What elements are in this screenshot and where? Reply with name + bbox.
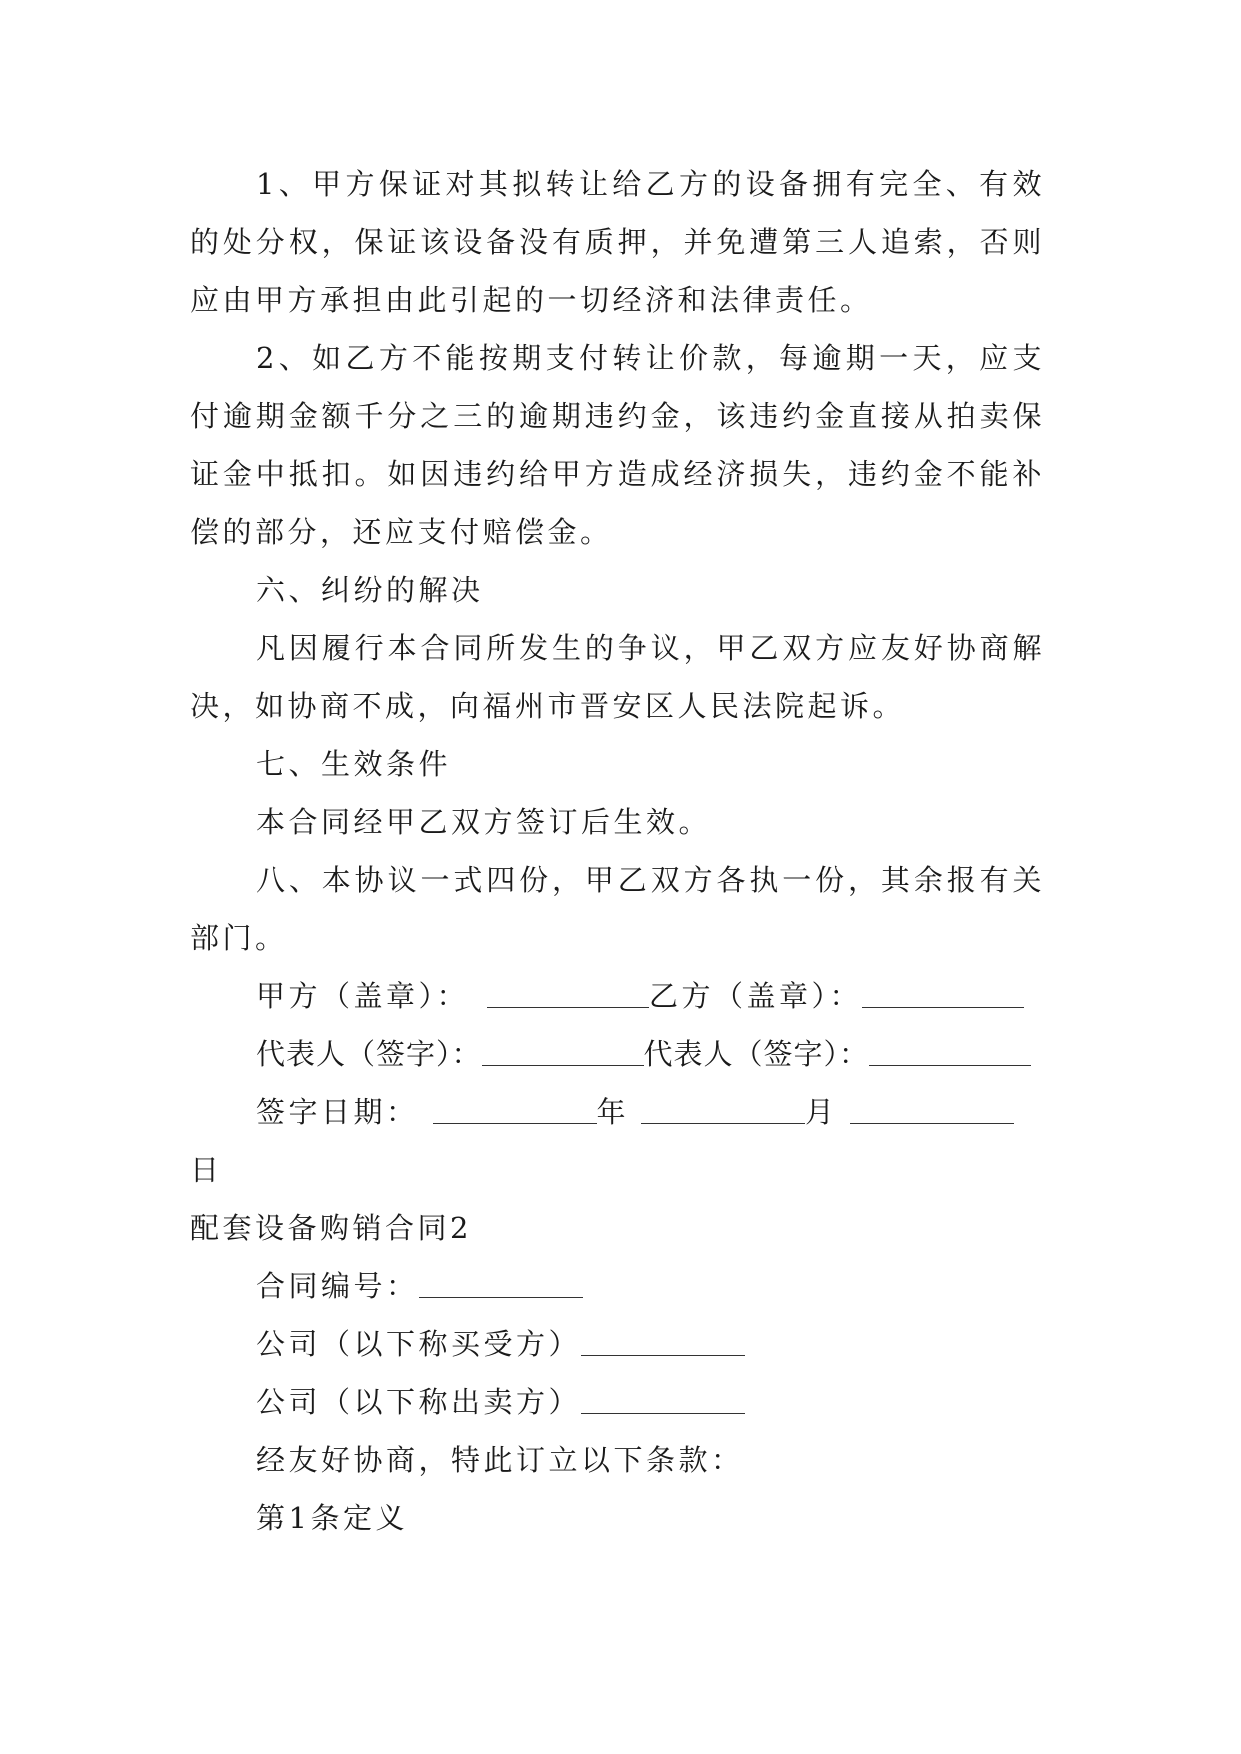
- party-b-seal-label: 乙方（盖章）：: [649, 979, 863, 1013]
- seller-blank[interactable]: [581, 1383, 745, 1414]
- sign-date-row: [190, 1083, 1045, 1141]
- month-blank[interactable]: [641, 1093, 805, 1124]
- rep-b-label: 代表人（签字）：: [643, 1037, 870, 1071]
- section-6-line-1: 凡因履行本合同所发生的争议，甲乙双方应友好协商解: [256, 631, 1045, 665]
- contract-number-label: 合同编号：: [256, 1269, 419, 1303]
- party-a-seal-label: 甲方（盖章）：: [256, 979, 470, 1013]
- day-blank[interactable]: [850, 1093, 1014, 1124]
- buyer-label: 公司（以下称买受方）: [256, 1327, 582, 1361]
- clause-5-2-line-3: 证金中抵扣。如因违约给甲方造成经济损失，违约金不能补: [190, 457, 1045, 491]
- day-label: 日: [190, 1153, 223, 1187]
- rep-a-blank[interactable]: [482, 1035, 644, 1066]
- clause-5-2-line-4: 偿的部分，还应支付赔偿金。: [190, 515, 613, 549]
- document-page: [190, 155, 1045, 1547]
- contract-2-intro: 经友好协商，特此订立以下条款：: [256, 1443, 744, 1477]
- section-7-text: 本合同经甲乙双方签订后生效。: [256, 805, 712, 839]
- clause-5-1-line-1: 1、甲方保证对其拟转让给乙方的设备拥有完全、有效: [256, 167, 1045, 201]
- section-8-line-1: 八、本协议一式四份，甲乙双方各执一份，其余报有关: [256, 863, 1045, 897]
- section-6-heading: 六、纠纷的解决: [256, 573, 484, 607]
- buyer-blank[interactable]: [581, 1325, 745, 1356]
- clause-5-2-line-1: 2、如乙方不能按期支付转让价款，每逾期一天，应支: [256, 341, 1045, 375]
- seller-label: 公司（以下称出卖方）: [256, 1385, 582, 1419]
- contract-number-row: [190, 1257, 1045, 1315]
- article-1-heading: 第1条定义: [256, 1501, 408, 1535]
- year-label: 年: [596, 1095, 630, 1129]
- month-label: 月: [805, 1095, 838, 1129]
- seller-row: [190, 1373, 1045, 1431]
- section-7-heading: 七、生效条件: [256, 747, 452, 781]
- rep-b-blank[interactable]: [869, 1035, 1031, 1066]
- party-a-seal-blank[interactable]: [487, 977, 649, 1008]
- rep-a-label: 代表人（签字）：: [256, 1037, 482, 1071]
- section-8-line-2: 部门。: [190, 921, 288, 955]
- clause-5-1-line-3: 应由甲方承担由此引起的一切经济和法律责任。: [190, 283, 873, 317]
- section-6-line-2: 决，如协商不成，向福州市晋安区人民法院起诉。: [190, 689, 906, 723]
- party-b-seal-blank[interactable]: [862, 977, 1024, 1008]
- representative-row: [190, 1025, 1045, 1083]
- sign-date-label: 签字日期：: [256, 1095, 419, 1129]
- contract-2-title: 配套设备购销合同2: [190, 1211, 472, 1245]
- clause-5-2-line-2: 付逾期金额千分之三的逾期违约金，该违约金直接从拍卖保: [190, 399, 1045, 433]
- buyer-row: [190, 1315, 1045, 1373]
- year-blank[interactable]: [433, 1093, 597, 1124]
- contract-number-blank[interactable]: [419, 1267, 583, 1298]
- clause-5-1-line-2: 的处分权，保证该设备没有质押，并免遭第三人追索，否则: [190, 225, 1045, 259]
- party-seal-row: [190, 967, 1045, 1025]
